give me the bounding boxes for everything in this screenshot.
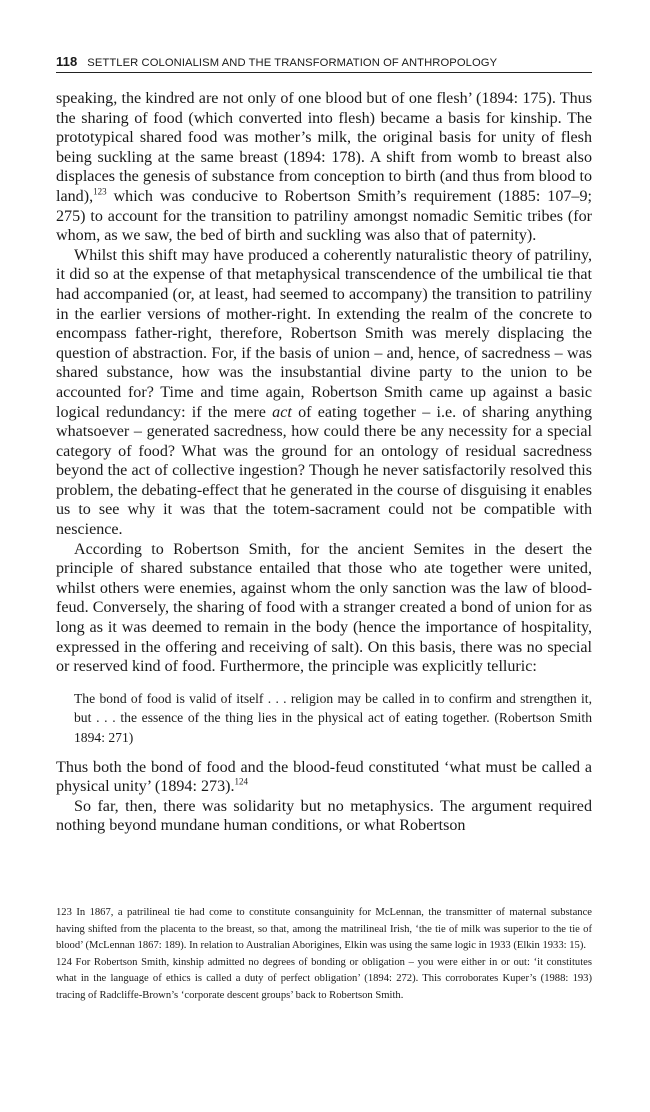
- paragraph-4: [56, 758, 592, 797]
- page-body: [56, 54, 592, 836]
- footnotes: [56, 905, 592, 1005]
- paragraph-5: So far, then, there was solidarity but no metaphysics. The argument required nothing beyond mundane human conditions, or what Robertson: [56, 797, 592, 835]
- running-header: [56, 54, 592, 73]
- footnote-123: 123 In 1867, a patrilineal tie had come to constitute consanguinity for McLennan, the transmitter of maternal substance having shifted from the placenta to the breast, so that, among the matrilineal Irish, ‘the tie of milk was superior to the tie of blood’ (McLennan 1867: 189). In relation to Australian Aborigines, Elkin was using the same logic in 1933 (Elkin 1933: 15).: [56, 907, 592, 952]
- paragraph-1-text-a: speaking, the kindred are not only of one blood but of one flesh’ (1894: 175). Thus the sharing of food (which converted into flesh) became a basis for kinship. The prototypical shared food was mother’s milk, the original basis for unity of flesh being suckling at the same breast (1894: 178). A shift from womb to breast also displaces the genesis of substance from conception to birth (and thus from blood to land),: [56, 90, 592, 205]
- running-title: SETTLER COLONIALISM AND THE TRANSFORMATION OF ANTHROPOLOGY: [87, 57, 498, 69]
- footnote-ref-123: 123: [93, 186, 107, 197]
- block-quote: The bond of food is valid of itself . . . religion may be called in to confirm and strengthen it, but . . . the essence of the thing lies in the physical act of eating together. (Robertson Smith 1894: 271): [74, 690, 592, 745]
- page-number: 118: [56, 54, 78, 69]
- paragraph-2-text-b: of eating together – i.e. of sharing anything whatsoever – generated sacredness, how could there be any necessity for a special category of food? What was the ground for an ontology of residual sacredness beyond the act of collective ingestion? Though he never satisfactorily resolved this problem, the debating-effect that he generated in the course of disguising it enables us to see why it was that the totem-sacrament could not be compatible with nescience.: [56, 403, 592, 539]
- paragraph-2: [56, 246, 592, 540]
- paragraph-3: According to Robertson Smith, for the ancient Semites in the desert the principle of shared substance entailed that those who ate together were united, whilst others were enemies, against whom the only sanction was the law of blood-feud. Conversely, the sharing of food with a stranger created a bond of union for as long as it was deemed to remain in the body (hence the importance of hospitality, expressed in the offering and receiving of salt). On this basis, there was no special or reserved kind of food. Furthermore, the principle was explicitly telluric:: [56, 540, 592, 676]
- paragraph-1-text-b: which was conducive to Robertson Smith’s requirement (1885: 107–9; 275) to account for the transition to patriliny amongst nomadic Semitic tribes (for whom, as we saw, the bed of birth and suckling was also that of paternity).: [56, 187, 592, 245]
- footnote-ref-124: 124: [234, 776, 248, 787]
- footnote-124: 124 For Robertson Smith, kinship admitted no degrees of bonding or obligation – you were either in or out: ‘it constitutes what in the language of ethics is called a duty of perfect obligation’ (1894: 272). This corroborates Kuper’s (1988: 193) tracing of Radcliffe-Brown’s ‘corporate descent groups’ back to Robertson Smith.: [56, 956, 592, 1001]
- paragraph-1: [56, 89, 592, 246]
- paragraph-4-text: Thus both the bond of food and the blood-feud constituted ‘what must be called a physical unity’ (1894: 273).: [56, 758, 592, 796]
- paragraph-2-text-a: Whilst this shift may have produced a coherently naturalistic theory of patriliny, it did so at the expense of that metaphysical transcendence of the umbilical tie that had accompanied (or, at least, had seemed to accompany) the transition to patriliny in the earlier versions of mother-right. In extending the realm of the concrete to encompass father-right, therefore, Robertson Smith was merely displacing the question of abstraction. For, if the basis of union – and, hence, of sacredness – was shared substance, how was the insubstantial divine party to the union to be accounted for? Time and time again, Robertson Smith came up against a basic logical redundancy: if the mere: [56, 246, 592, 421]
- paragraph-2-emphasis: act: [272, 403, 292, 421]
